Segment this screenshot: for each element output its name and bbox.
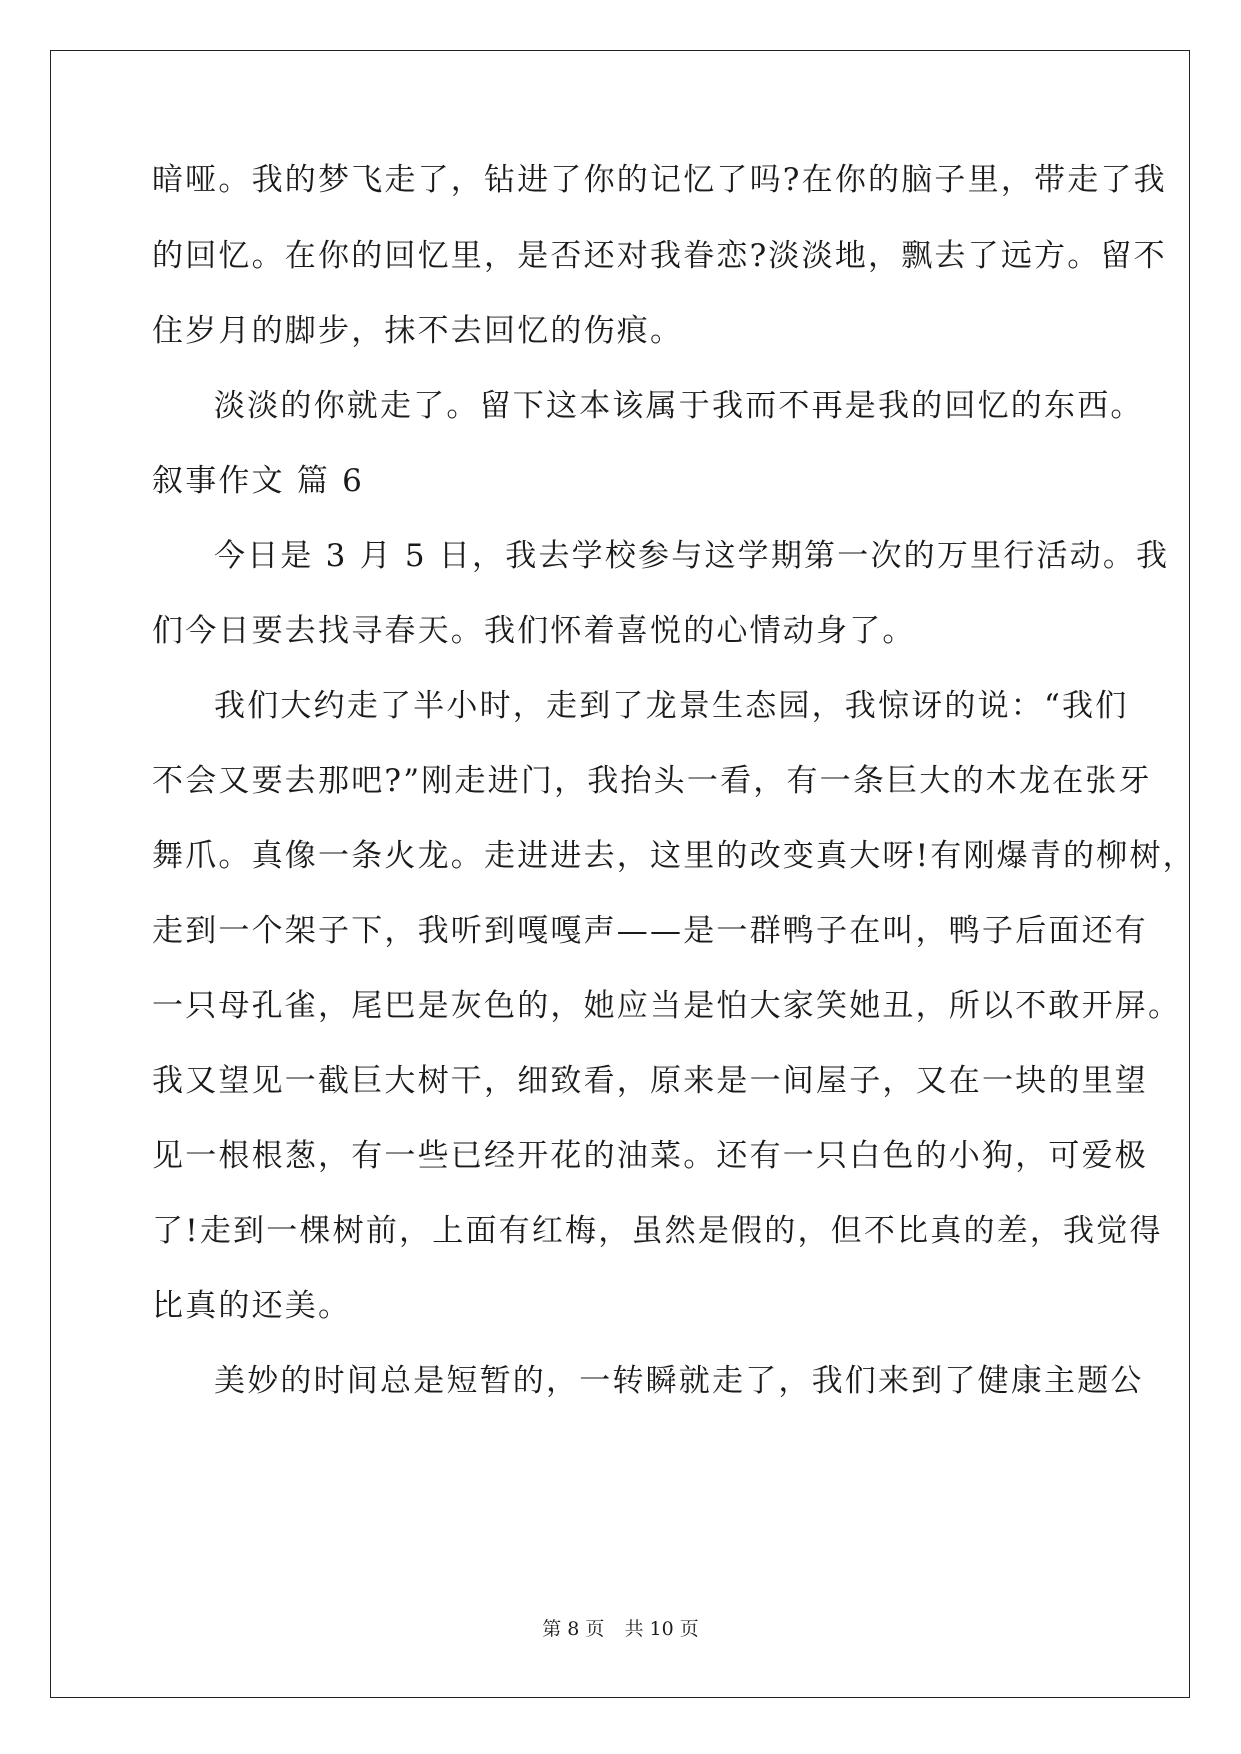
paragraph-line: 我们大约走了半小时，走到了龙景生态园，我惊讶的说：“我们 bbox=[214, 688, 1129, 724]
section-heading: 叙事作文 篇 6 bbox=[152, 463, 365, 499]
text-line: 的回忆。在你的回忆里，是否还对我眷恋?淡淡地，飘去了远方。留不 bbox=[152, 238, 1167, 274]
paragraph-line: 美妙的时间总是短暂的，一转瞬就走了，我们来到了健康主题公 bbox=[214, 1363, 1144, 1399]
text-line: 舞爪。真像一条火龙。走进进去，这里的改变真大呀!有刚爆青的柳树， bbox=[152, 838, 1196, 874]
text-line: 一只母孔雀，尾巴是灰色的，她应当是怕大家笑她丑，所以不敢开屏。 bbox=[152, 988, 1182, 1024]
paragraph-line: 今日是 3 月 5 日，我去学校参与这学期第一次的万里行活动。我 bbox=[214, 538, 1170, 574]
text-line: 暗哑。我的梦飞走了，钻进了你的记忆了吗?在你的脑子里，带走了我 bbox=[152, 162, 1167, 198]
text-line: 住岁月的脚步，抹不去回忆的伤痕。 bbox=[152, 313, 684, 349]
page-footer bbox=[0, 1614, 1241, 1641]
text-line: 了!走到一棵树前，上面有红梅，虽然是假的，但不比真的差，我觉得 bbox=[152, 1213, 1163, 1249]
text-line: 走到一个架子下，我听到嘎嘎声——是一群鸭子在叫，鸭子后面还有 bbox=[152, 913, 1148, 949]
page-total: 共 10 页 bbox=[624, 1618, 699, 1640]
text-line: 我又望见一截巨大树干，细致看，原来是一间屋子，又在一块的里望 bbox=[152, 1063, 1148, 1099]
text-line: 见一根根葱，有一些已经开花的油菜。还有一只白色的小狗，可爱极 bbox=[152, 1138, 1148, 1174]
page-number: 第 8 页 bbox=[542, 1618, 605, 1640]
text-line: 不会又要去那吧?”刚走进门，我抬头一看，有一条巨大的木龙在张牙 bbox=[152, 763, 1152, 799]
text-line: 们今日要去找寻春天。我们怀着喜悦的心情动身了。 bbox=[152, 613, 916, 649]
paragraph-line: 淡淡的你就走了。留下这本该属于我而不再是我的回忆的东西。 bbox=[214, 388, 1144, 424]
text-line: 比真的还美。 bbox=[152, 1288, 352, 1324]
